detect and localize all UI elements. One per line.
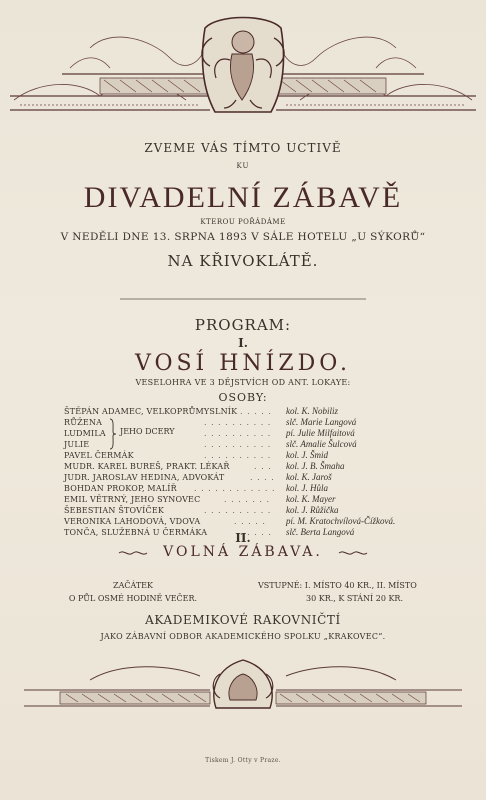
daughters-label: JEHO DCERY xyxy=(120,427,175,436)
play-title: VOSÍ HNÍZDO. xyxy=(134,351,352,376)
free-entertainment-title: VOLNÁ ZÁBAVA. xyxy=(163,544,323,560)
cast-row xyxy=(64,461,464,472)
invitation-text: ZVEME VÁS TÍMTO UCTIVĚ xyxy=(144,141,342,155)
cast-actor: slč. Marie Langová xyxy=(286,417,357,427)
cast-row xyxy=(64,439,464,450)
cast-role: BOHDAN PROKOP, MALÍŘ xyxy=(64,484,177,493)
cast-row xyxy=(64,494,464,505)
leader-dots: . . . . . . . . . . . . xyxy=(194,484,276,493)
part-two-number: II. xyxy=(235,531,251,545)
cast-heading: OSOBY: xyxy=(218,391,268,404)
event-title: DIVADELNÍ ZÁBAVĚ xyxy=(83,181,403,214)
cast-row xyxy=(64,483,464,494)
cast-actor: kol. J. B. Šmaha xyxy=(286,461,345,471)
cast-role: TONČA, SLUŽEBNÁ U ČERMÁKA xyxy=(64,528,208,537)
volna-flourish-right xyxy=(338,548,368,558)
leader-dots: . . . . . xyxy=(234,517,266,526)
cast-role: RŮŽENA xyxy=(64,418,103,427)
cast-role: ŠEBESTIAN ŠTOVÍČEK xyxy=(64,506,165,515)
cast-role: EMIL VĚTRNÝ, JEHO SYNOVEC xyxy=(64,495,201,504)
cast-row xyxy=(64,406,464,417)
cast-row xyxy=(64,505,464,516)
start-time: O PŮL OSMÉ HODINĚ VEČER. xyxy=(68,594,198,603)
cast-actor: kol. J. Růžička xyxy=(286,505,339,515)
footer-ornament xyxy=(20,650,466,712)
leader-dots: . . . . xyxy=(250,473,275,482)
cast-actor: pí. M. Kratochvílová-Čížková. xyxy=(286,516,396,526)
brace-icon xyxy=(108,418,118,450)
divider-line xyxy=(120,296,366,302)
leader-dots: . . . . . . . . . . xyxy=(204,440,272,449)
admission-line-2: 30 KR., K STÁNÍ 20 KR. xyxy=(306,594,403,603)
place-text: NA KŘIVOKLÁTĚ. xyxy=(167,252,319,270)
cast-row xyxy=(64,450,464,461)
organizer-subtitle: JAKO ZÁBAVNÍ ODBOR AKADEMICKÉHO SPOLKU „KRAKOVEC“. xyxy=(100,632,386,641)
cast-role: JULIE xyxy=(64,440,90,449)
cast-actor: kol. K. Jaroš xyxy=(286,472,332,482)
cast-row xyxy=(64,472,464,483)
cast-role: VERONIKA LAHODOVÁ, VDOVA xyxy=(64,517,201,526)
cast-role: ŠTĚPÁN ADAMEC, VELKOPRŮMYSLNÍK xyxy=(64,407,238,416)
cast-actor: pí. Julie Milfaitová xyxy=(286,428,355,438)
leader-dots: . . . . . . . . . . xyxy=(204,506,272,515)
organizer-name: AKADEMIKOVÉ RAKOVNIČTÍ xyxy=(145,613,341,627)
leader-dots: . . . . . xyxy=(240,528,272,537)
cast-actor: kol. K. Mayer xyxy=(286,494,336,504)
admission-line-1: VSTUPNÉ: I. MÍSTO 40 KR., II. MÍSTO xyxy=(258,581,417,590)
cast-actor: slč. Berta Langová xyxy=(286,527,355,537)
printer-note: Tiskem J. Otty v Praze. xyxy=(205,757,281,764)
cast-role: MUDR. KAREL BUREŠ, PRAKT. LÉKAŘ xyxy=(64,462,230,471)
ku-text: KU xyxy=(236,162,250,170)
date-line: V NEDĚLI DNE 13. SRPNA 1893 V SÁLE HOTELU „U SÝKORŮ“ xyxy=(60,231,426,243)
part-one-number: I. xyxy=(238,336,248,350)
leader-dots: . . . . . xyxy=(240,407,272,416)
cast-role: JUDR. JAROSLAV HEDINA, ADVOKÁT xyxy=(64,473,225,482)
organizer-text: KTEROU POŘÁDÁME xyxy=(200,218,286,226)
cast-actor: slč. Amalie Šulcová xyxy=(286,439,357,449)
cast-actor: kol. J. Hůla xyxy=(286,483,328,493)
leader-dots: . . . xyxy=(254,462,272,471)
start-label: ZAČÁTEK xyxy=(113,581,153,590)
header-ornament xyxy=(0,8,486,120)
leader-dots: . . . . . . . . . . xyxy=(204,418,272,427)
play-subtitle: VESELOHRA VE 3 DĚJSTVÍCH OD ANT. LOKAYE: xyxy=(135,378,351,387)
cast-actor: kol. J. Šmid xyxy=(286,450,328,460)
cast-row xyxy=(64,516,464,527)
leader-dots: . . . . . . . . . . xyxy=(204,429,272,438)
cast-role: PAVEL ČERMÁK xyxy=(64,451,134,460)
cast-role: LUDMILA xyxy=(64,429,106,438)
admission-block xyxy=(258,579,448,605)
cast-actor: kol. K. Nobiliz xyxy=(286,406,339,416)
start-time-block xyxy=(58,579,208,605)
program-heading: PROGRAM: xyxy=(194,316,292,334)
leader-dots: . . . . . . . xyxy=(224,495,271,504)
leader-dots: . . . . . . . . . . xyxy=(204,451,272,460)
